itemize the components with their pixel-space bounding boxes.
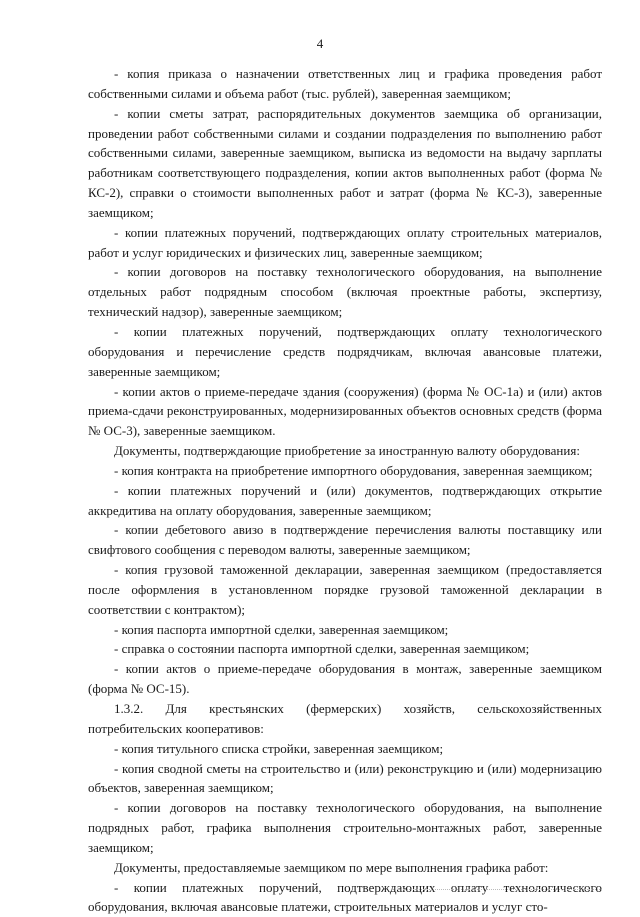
document-body: [88, 64, 602, 917]
paragraph: - копии сметы затрат, распорядительных документов заемщика об организации, проведении работ собственными силами и создании подразделения по выполнению работ собственными силами, заверенные заемщиком, выписка из ведомости на выдачу зарплаты работникам соответствующего подразделения, копии актов выполненных работ (форма № КС-2), справки о стоимости выполненных работ и затрат (форма № КС-3), заверенные заемщиком;: [88, 105, 602, 220]
paragraph: - копия паспорта импортной сделки, заверенная заемщиком;: [114, 621, 449, 637]
paragraph: - копия контракта на приобретение импортного оборудования, заверенная заемщиком;: [114, 462, 593, 478]
paragraph: - справка о состоянии паспорта импортной сделки, заверенная заемщиком;: [114, 641, 530, 657]
paragraph: - копия приказа о назначении ответственных лиц и графика проведения работ собственными силами и объема работ (тыс. рублей), заверенная заемщиком;: [88, 66, 602, 101]
paragraph: - копии платежных поручений, подтверждающих оплату технологического оборудования, включая авансовые платежи, строительных материалов и услуг сто-: [88, 879, 602, 915]
paragraph: - копии актов о приеме-передаче оборудования в монтаж, заверенные заемщиком (форма № ОС-15).: [88, 661, 602, 697]
paragraph: - копии договоров на поставку технологического оборудования, на выполнение отдельных работ подрядным способом (включая проектные работы, экспертизу, технический надзор), заверенные заемщиком;: [88, 264, 602, 320]
paragraph: Документы, предоставляемые заемщиком по мере выполнения графика работ:: [114, 859, 549, 875]
paragraph: - копия грузовой таможенной декларации, заверенная заемщиком (предоставляется после оформления в установленном порядке грузовой таможенной декларации в соответствии с контрактом);: [88, 562, 602, 617]
paragraph: 1.3.2. Для крестьянских (фермерских) хозяйств, сельскохозяйственных потребительских кооперативов:: [88, 701, 602, 736]
paragraph: - копии платежных поручений, подтверждающих оплату строительных материалов, работ и услуг юридических и физических лиц, заверенные заемщиком;: [88, 224, 602, 260]
paragraph: - копии дебетового авизо в подтверждение перечисления валюты поставщику или свифтового сообщения с переводом валюты, заверенные заемщиком;: [88, 522, 602, 558]
footer-dotted-line: [392, 889, 602, 890]
paragraph: - копия титульного списка стройки, заверенная заемщиком;: [114, 740, 444, 756]
page-number: 4: [316, 36, 324, 51]
paragraph: - копия сводной сметы на строительство и (или) реконструкцию и (или) модернизацию объектов, заверенная заемщиком;: [88, 760, 602, 796]
paragraph: - копии платежных поручений, подтверждающих оплату технологического оборудования и перечисление средств подрядчикам, включая авансовые платежи, заверенные заемщиком;: [88, 323, 602, 379]
paragraph: Документы, подтверждающие приобретение за иностранную валюту оборудования:: [114, 443, 580, 459]
paragraph: - копии актов о приеме-передаче здания (сооружения) (форма № ОС-1а) и (или) актов приема-сдачи реконструированных, модернизированных объектов основных средств (форма № ОС-3), заверенные заемщиком.: [88, 383, 602, 439]
paragraph: - копии договоров на поставку технологического оборудования, на выполнение подрядных работ, графика выполнения строительно-монтажных работ, заверенные заемщиком;: [88, 800, 602, 855]
paragraph: - копии платежных поручений и (или) документов, подтверждающих открытие аккредитива на оплату оборудования, заверенные заемщиком;: [88, 482, 602, 518]
